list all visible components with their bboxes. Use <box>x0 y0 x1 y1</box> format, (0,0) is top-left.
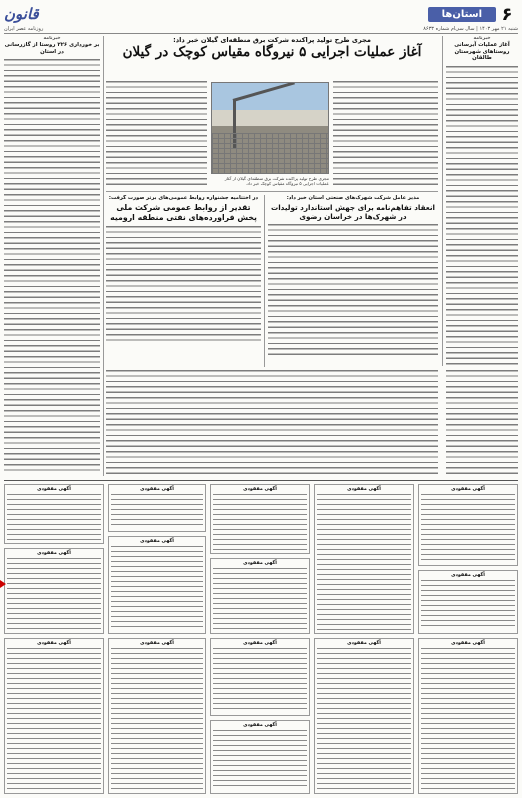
column-rule <box>442 36 443 366</box>
story3 <box>106 195 261 367</box>
notice-box: آگهی مفقودی <box>314 484 414 634</box>
left-column-heading: بر خورداری ۲۲۶ روستا از گازرسانی در استان <box>4 42 100 55</box>
story3-kicker: در اختتامیه جشنواره روابط عمومی‌های برتر صورت گرفت: <box>108 195 259 201</box>
story3-title: تقدیر از روابط عمومی شرکت ملی پخش فراورده‌های نفتی منطقه ارومیه <box>110 203 257 222</box>
lead-text-right <box>333 80 438 188</box>
date-text: شنبه ۲۱ مهر ۱۴۰۳ | سال سی‌ام شماره ۸۶۳۳ <box>423 26 518 32</box>
story2-kicker: مدیر عامل شرکت شهرک‌های صنعتی استان خبر داد: <box>286 195 420 201</box>
date-line <box>4 25 518 34</box>
column-rule <box>103 36 104 476</box>
right-column-heading: آغاز عملیات آبرسانی روستاهای شهرستان طالقان <box>454 42 510 62</box>
right-column-label: خبرنامه <box>473 36 491 41</box>
story2-title: انعقاد تفاهم‌نامه برای جهش استاندارد تولیدات در شهرک‌ها در خراسان رضوی <box>271 203 435 221</box>
notice-box: آگهی مفقودی <box>210 558 310 634</box>
notice-box: آگهی مفقودی <box>4 638 104 794</box>
page-edge-marker <box>0 580 6 588</box>
newspaper-logo: قانون <box>4 5 39 23</box>
right-column <box>446 36 518 366</box>
notice-box: آگهی مفقودی <box>418 570 518 634</box>
notice-box: آگهی مفقودی <box>4 548 104 634</box>
left-column-text <box>4 58 100 473</box>
left-column-label: خبرنامه <box>43 36 61 41</box>
notice-box: آگهی مفقودی <box>108 484 206 532</box>
tagline-text: روزنامه عصر ایران <box>4 26 44 32</box>
notice-box: آگهی مفقودی <box>210 484 310 554</box>
lead-kicker: مجری طرح تولید پراکنده شرکت برق منطقه‌ای گیلان خبر داد: <box>173 36 371 44</box>
lead-text-left <box>106 80 207 188</box>
crane-boom-shape <box>232 82 294 102</box>
notice-box: آگهی مفقودی <box>108 638 206 794</box>
notice-box: آگهی مفقودی <box>4 484 104 544</box>
story3-text <box>106 225 261 343</box>
rebar-grid-shape <box>212 133 328 174</box>
lead-title: آغاز عملیات اجرایی ۵ نیروگاه مقیاس کوچک در گیلان <box>122 44 422 60</box>
right-column-continued <box>446 369 518 477</box>
notice-box: آگهی مفقودی <box>418 484 518 566</box>
lead-photo <box>211 82 329 174</box>
horizontal-rule <box>106 191 438 192</box>
notice-box: آگهی مفقودی <box>314 638 414 794</box>
lead-story-header <box>106 36 438 80</box>
right-column-text <box>446 65 518 365</box>
page-header <box>4 3 518 25</box>
notice-box: آگهی مفقودی <box>210 638 310 716</box>
notice-box: آگهی مفقودی <box>108 536 206 634</box>
story2-text <box>268 223 438 358</box>
notices-top-rule <box>4 480 518 481</box>
column-rule <box>264 195 265 367</box>
section-title: استان‌ها <box>428 7 496 22</box>
story-continued <box>106 369 438 477</box>
lead-photo-caption: مجری طرح تولید پراکنده شرکت برق منطقه‌ای گیلان از آغاز عملیات اجرایی ۵ نیروگاه مقیاس کوچک خبر داد. <box>224 176 329 187</box>
notice-box: آگهی مفقودی <box>210 720 310 794</box>
left-column <box>4 36 100 476</box>
notice-box: آگهی مفقودی <box>418 638 518 794</box>
page-number: ۶ <box>501 3 513 25</box>
story2 <box>268 195 438 365</box>
